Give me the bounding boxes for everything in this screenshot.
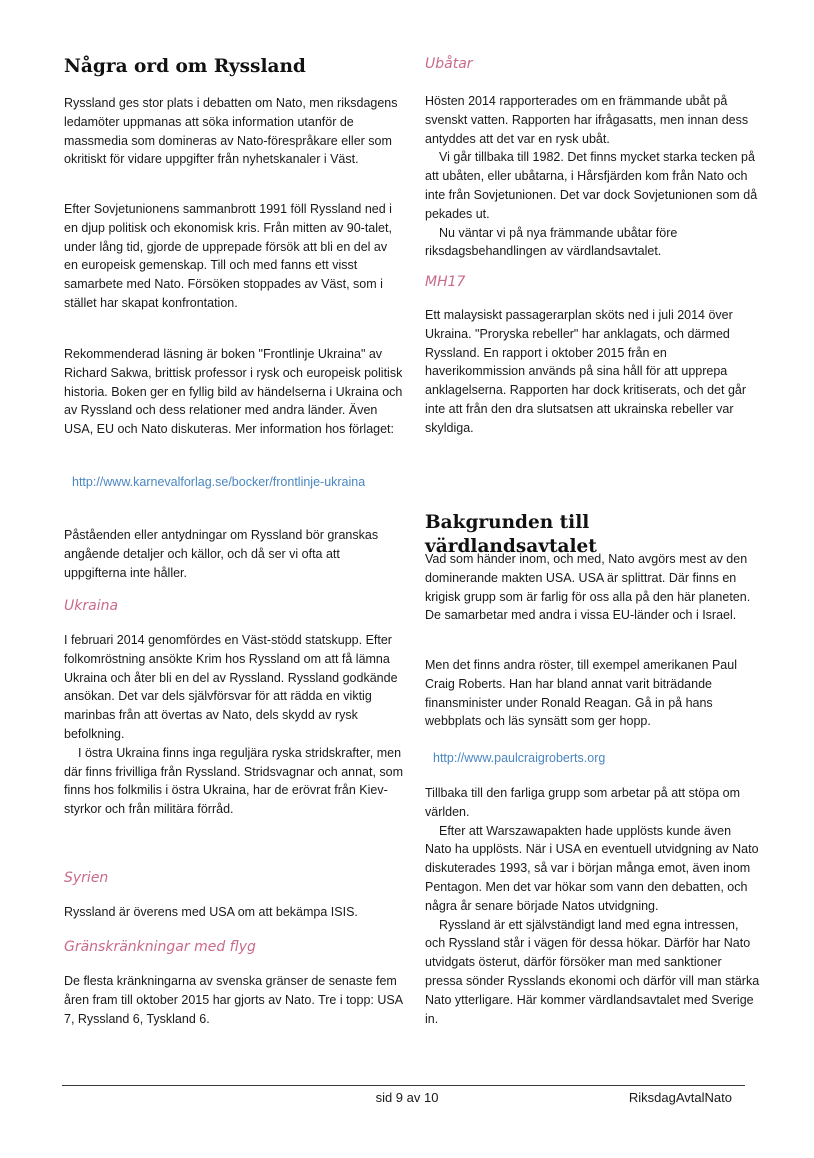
paragraph-intro: Ryssland ges stor plats i debatten om Nato, men riksdagens ledamöter uppmanas att söka information utanför de massmedia som domineras av Nato-förespråkare eller som okritiskt för vidare uppgifter från nyhetskanaler i Väst.	[64, 96, 398, 167]
subheading-ubatar: Ubåtar	[425, 56, 473, 72]
paragraph-reading: Rekommenderad läsning är boken "Frontlinje Ukraina" av Richard Sakwa, brittisk professor i rysk och europeisk politisk historia. Boken ger en fyllig bild av händelserna i Ukraina och av Ryssland och dess relationer med andra länder. Även USA, EU och Nato diskuteras. Mer information hos förlaget:	[64, 347, 403, 437]
document-name: RiksdagAvtalNato	[628, 1090, 732, 1105]
subheading-syrien: Syrien	[64, 870, 109, 886]
paragraph-background-1: Vad som händer inom, och med, Nato avgörs mest av den dominerande makten USA. USA är splittrat. Där finns en krigisk grupp som är farlig för oss alla på den här planeten. De samarbetar med andra i vissa EU-länder och i Israel.	[425, 552, 751, 623]
paragraph-history: Efter Sovjetunionens sammanbrott 1991 föll Ryssland ned i en djup politisk och ekonomisk kris. Från mitten av 90-talet, under lång tid, gjorde de upprepade försök att bli en del av en europeisk gemenskap. Till och med fanns ett visst samarbete med Nato. Försöken stoppades av Väst, som i stället har skapat konfrontation.	[64, 202, 392, 310]
page-number: sid 9 av 10	[375, 1090, 439, 1105]
paragraph-ukraina: I februari 2014 genomfördes en Väst-stödd statskupp. Efter folkomröstning ansökte Krim hos Ryssland om att få lämna Ukraina och åter bli en del av Ryssland. Ryssland godkände ansökan. Det var dels självförsvar för att rädda en viktig marinbas från att övertas av Nato, dels skydd av rysk befolkning. I östra Ukraina finns inga reguljära ryska stridskrafter, men där finns frivilliga från Ryssland. Stridsvagnar och annat, som finns hos folkmilis i östra Ukraina, har de erövrat från Kiev-styrkor och från militära förråd.	[64, 633, 404, 817]
section-title-background: Bakgrunden till värdlandsavtalet	[425, 512, 597, 557]
subheading-flyg: Gränskränkningar med flyg	[64, 939, 256, 955]
paragraph-claims: Påståenden eller antydningar om Ryssland bör granskas angående detaljer och källor, och då ser vi ofta att uppgifterna inte håller.	[64, 528, 379, 580]
subheading-mh17: MH17	[425, 274, 466, 290]
paragraph-syrien: Ryssland är överens med USA om att bekämpa ISIS.	[64, 905, 358, 919]
link-frontlinje-ukraina[interactable]: http://www.karnevalforlag.se/bocker/frontlinje-ukraina	[72, 475, 366, 489]
section-title-russia: Några ord om Ryssland	[64, 56, 306, 77]
paragraph-mh17: Ett malaysiskt passagerarplan sköts ned i juli 2014 över Ukraina. "Proryska rebeller" har anklagats, och därmed Ryssland. En rapport i oktober 2015 från en haverikommission används på sina håll för att upprepa anklagelserna. Rapporten har dock kritiserats, och det går inte att från den dra slutsatsen att ukrainska rebeller var skyldiga.	[425, 308, 747, 435]
subheading-ukraina: Ukraina	[64, 598, 119, 614]
paragraph-background-2: Men det finns andra röster, till exempel amerikanen Paul Craig Roberts. Han har bland annat varit biträdande finansminister under Ronald Reagan. Gå in på hans webbplats och läs synsätt som ger hopp.	[425, 658, 737, 729]
paragraph-background-3: Tillbaka till den farliga grupp som arbetar på att stöpa om världen. Efter att Warszawapakten hade upplösts kunde även Nato ha upplösts. När i USA en eventuell utvidgning av Nato diskuterades 1993, så var i början många emot, även inom Pentagon. Men det var hökar som vann den debatten, och några år senare började Natos utvidgning. Ryssland är ett självständigt land med egna intressen, och Ryssland står i vägen för dessa hökar. Därför har Nato utvidgats österut, därför försöker man med sanktioner pressa sönder Rysslands ekonomi och därför vill man stärka Nato ytterligare. Här kommer värdlandsavtalet med Sverige in.	[425, 786, 760, 1026]
footer-divider	[62, 1085, 745, 1086]
paragraph-flyg: De flesta kränkningarna av svenska gränser de senaste fem åren fram till oktober 2015 har gjorts av Nato. Tre i topp: USA 7, Ryssland 6, Tyskland 6.	[64, 974, 403, 1026]
link-paulcraigroberts[interactable]: http://www.paulcraigroberts.org	[433, 751, 606, 765]
paragraph-ubatar: Hösten 2014 rapporterades om en främmande ubåt på svenskt vatten. Rapporten har ifrågasatts, men innan dess antyddes att det var en rysk ubåt. Vi går tillbaka till 1982. Det finns mycket starka tecken på att ubåten, eller ubåtarna, i Hårsfjärden kom från Nato och inte från Sovjetunionen. Det var dock Sovjetunionen som då pekades ut. Nu väntar vi på nya främmande ubåtar före riksdagsbehandlingen av värdlandsavtalet.	[425, 94, 758, 259]
